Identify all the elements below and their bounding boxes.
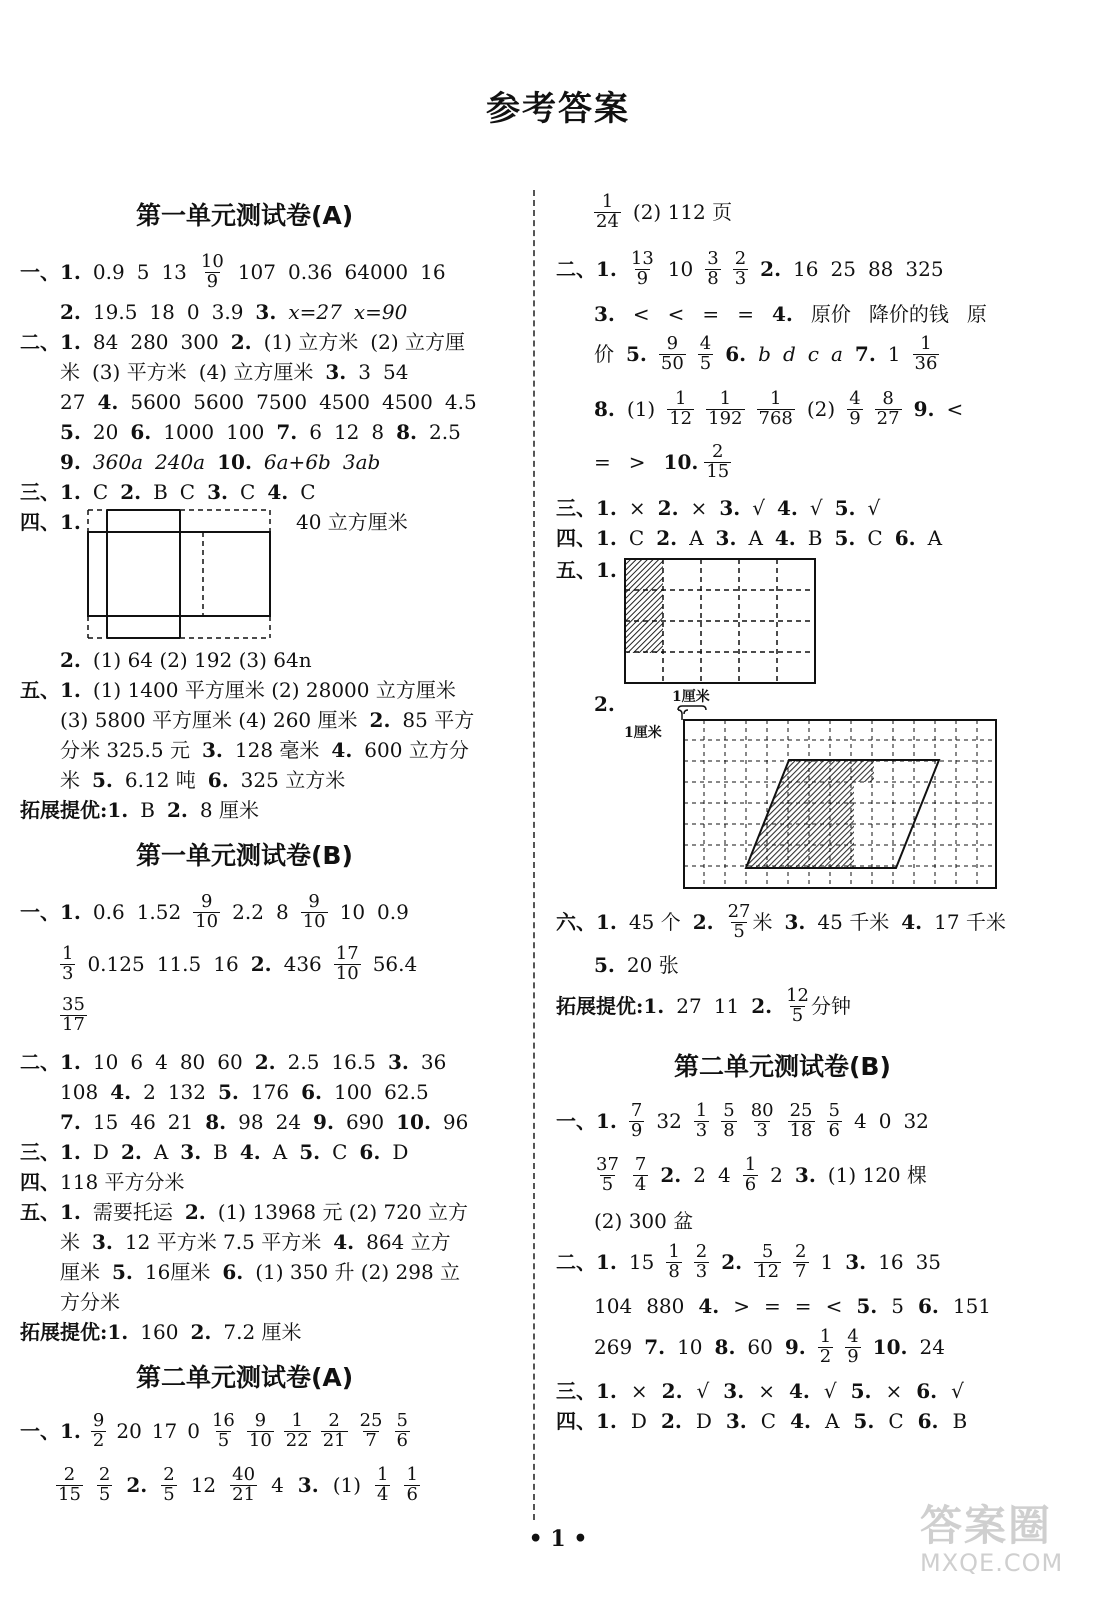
answer-line: 五、 1. (1) 1400 平方厘米 (2) 28000 立方厘米 bbox=[20, 678, 456, 702]
answer-line: 104 880 4. > = = < 5. 5 6. 151 bbox=[594, 1294, 992, 1318]
fraction: 12 5 bbox=[786, 985, 809, 1026]
fraction: 4 9 bbox=[849, 388, 861, 429]
fraction: 1 3 bbox=[695, 1100, 708, 1141]
answer-line: 拓展提优: 1. 160 2. 7.2 厘米 bbox=[20, 1320, 302, 1344]
answer-line: 27 4. 5600 5600 7500 4500 4500 4.5 bbox=[60, 390, 477, 414]
answer-line: (2) 300 盆 bbox=[594, 1209, 694, 1233]
answer-line: 米 3. 12 平方米 7.5 平方米 4. 864 立方 bbox=[60, 1230, 451, 1254]
section-title: 第一单元测试卷(A) bbox=[136, 201, 354, 230]
fraction: 4 5 bbox=[699, 333, 712, 374]
fraction: 5 6 bbox=[396, 1410, 408, 1451]
fraction: 7 4 bbox=[634, 1154, 647, 1195]
fraction: 8 27 bbox=[876, 388, 900, 429]
answer-line: 1 24 (2) 112 页 bbox=[596, 191, 733, 232]
fraction: 5 8 bbox=[723, 1100, 735, 1141]
grid-unit-label: 1厘米 bbox=[624, 725, 662, 741]
fraction: 1 4 bbox=[377, 1464, 389, 1505]
fraction: 25 18 bbox=[789, 1100, 813, 1141]
fraction: 1 6 bbox=[744, 1154, 757, 1195]
answer-line: 一、 1. 0.6 1.52 9 10 2.2 8 9 10 10 0.9 bbox=[20, 891, 409, 932]
fraction: 9 50 bbox=[660, 333, 684, 374]
fraction: 35 17 bbox=[62, 994, 85, 1035]
fraction: 17 10 bbox=[335, 943, 359, 984]
fraction: 9 2 bbox=[92, 1410, 105, 1451]
answer-line: 二、 1. 13 9 10 3 8 2 3 2. 16 25 88 325 bbox=[556, 248, 944, 289]
answer-line: 六、 1. 45 个 2. 27 5 米 3. 45 千米 4. 17 千米 bbox=[556, 901, 1006, 942]
fraction: 1 3 bbox=[62, 943, 74, 984]
answer-line: 分米 325.5 元 3. 128 毫米 4. 600 立方分 bbox=[60, 738, 469, 762]
fraction: 1 6 bbox=[406, 1464, 418, 1505]
answer-line: 拓展提优: 1. B 2. 8 厘米 bbox=[20, 798, 259, 822]
fraction: 9 10 bbox=[302, 891, 326, 932]
answer-line bbox=[60, 996, 87, 1035]
answer-line: 五、 1. bbox=[556, 558, 617, 582]
fraction: 1 24 bbox=[596, 191, 619, 232]
answer-line: 3. < < = = 4. 原价 降价的钱 原 bbox=[594, 302, 987, 326]
section-title: 第二单元测试卷(A) bbox=[136, 1363, 354, 1392]
fraction: 2 5 bbox=[163, 1464, 175, 1505]
fraction: 13 9 bbox=[630, 248, 654, 289]
answer-line: 四、 118 平方分米 bbox=[20, 1170, 185, 1194]
answer-line: 米 (3) 平方米 (4) 立方厘米 3. 3 54 bbox=[60, 360, 409, 384]
page-title: 参考答案 bbox=[486, 89, 630, 129]
fraction: 2 15 bbox=[58, 1464, 81, 1505]
answer-line: 方分米 bbox=[60, 1290, 120, 1314]
fraction: 10 9 bbox=[200, 251, 224, 292]
fraction: 9 10 bbox=[195, 891, 219, 932]
answer-line: 一、 1. 7 9 32 1 3 5 8 80 3 25 18 5 6 4 0 32 bbox=[556, 1100, 929, 1141]
fraction: 1 768 bbox=[758, 388, 793, 429]
section-title: 第二单元测试卷(B) bbox=[674, 1052, 891, 1081]
watermark-logo: 答案圈 MXQE.COM bbox=[920, 1501, 1064, 1577]
answer-line: (3) 5800 平方厘米 (4) 260 厘米 2. 85 平方 bbox=[60, 708, 475, 732]
fraction: 2 3 bbox=[734, 248, 747, 289]
answer-line: 一、 1. 0.9 5 13 10 9 107 0.36 64000 16 bbox=[20, 251, 446, 292]
column-divider bbox=[533, 190, 535, 1520]
answer-line: 四、 1. bbox=[20, 510, 81, 534]
answer-line: 5. 20 张 bbox=[594, 953, 679, 977]
fraction: 1 192 bbox=[708, 388, 743, 429]
fraction: 1 36 bbox=[914, 333, 938, 374]
answer-line: 9. 360a 240a 10. 6a+6b 3ab bbox=[60, 450, 381, 474]
fraction: 2 15 bbox=[706, 441, 730, 482]
answer-line: 二、 1. 84 280 300 2. (1) 立方米 (2) 立方厘 bbox=[20, 330, 465, 354]
shaded-grid-diagram bbox=[622, 556, 818, 686]
answer-line: 二、 1. 15 1 8 2 3 2. 5 12 2 7 1 3. 16 35 bbox=[556, 1241, 942, 1282]
answer-line: 7. 15 46 21 8. 98 24 9. 690 10. 96 bbox=[60, 1110, 469, 1134]
answer-line: 108 4. 2 132 5. 176 6. 100 62.5 bbox=[60, 1080, 429, 1104]
answer-line: 二、 1. 10 6 4 80 60 2. 2.5 16.5 3. 36 bbox=[20, 1050, 447, 1074]
page-number: • 1 • bbox=[528, 1526, 588, 1552]
answer-line: 2. bbox=[594, 692, 615, 716]
answer-line: 价 5. 9 50 4 5 6. b d c a 7. 1 1 36 bbox=[594, 333, 938, 374]
answer-line: 拓展提优: 1. 27 11 2. 12 5 分钟 bbox=[556, 985, 851, 1026]
fraction: 3 8 bbox=[707, 248, 719, 289]
answer-line: 三、 1. × 2. √ 3. × 4. √ 5. × 6. √ bbox=[556, 1379, 964, 1403]
answer-line: 四、 1. C 2. A 3. A 4. B 5. C 6. A bbox=[556, 526, 943, 550]
parallelogram-grid-diagram bbox=[674, 700, 1000, 892]
fraction: 40 21 bbox=[232, 1464, 256, 1505]
fraction: 2 21 bbox=[322, 1410, 346, 1451]
answer-line: 五、 1. 需要托运 2. (1) 13968 元 (2) 720 立方 bbox=[20, 1200, 469, 1224]
answer-line: 37 5 7 4 2. 2 4 1 6 2 3. (1) 120 棵 bbox=[596, 1154, 928, 1195]
fraction: 1 22 bbox=[285, 1410, 309, 1451]
fraction: 9 10 bbox=[248, 1410, 272, 1451]
fraction: 27 5 bbox=[727, 901, 751, 942]
fraction: 5 12 bbox=[756, 1241, 780, 1282]
cuboid-net-diagram bbox=[85, 506, 275, 642]
answer-line: 2. 19.5 18 0 3.9 3. x=27 x=90 bbox=[60, 300, 408, 324]
fraction: 80 3 bbox=[750, 1100, 774, 1141]
fraction: 2 3 bbox=[695, 1241, 708, 1282]
fraction: 1 12 bbox=[669, 388, 693, 429]
answer-line: 一、 1. 9 2 20 17 0 16 5 9 10 1 22 2 21 25 7 5 6 bbox=[20, 1410, 408, 1451]
answer-text: 40 立方厘米 bbox=[296, 510, 408, 534]
fraction: 4 9 bbox=[847, 1326, 859, 1367]
grid-unit-label: 1厘米 bbox=[672, 689, 710, 705]
answer-line: 四、 1. D 2. D 3. C 4. A 5. C 6. B bbox=[556, 1409, 968, 1433]
answer-line: 米 5. 6.12 吨 6. 325 立方米 bbox=[60, 768, 346, 792]
fraction: 2 7 bbox=[795, 1241, 807, 1282]
answer-line: 2 15 2 5 2. 2 5 12 40 21 4 3. (1) 1 4 1 6 bbox=[58, 1464, 418, 1505]
fraction: 1 8 bbox=[668, 1241, 680, 1282]
answer-line: 269 7. 10 8. 60 9. 1 2 4 9 10. 24 bbox=[594, 1326, 945, 1367]
answer-line: 8. (1) 1 12 1 192 1 768 (2) 4 9 8 27 9. < bbox=[594, 388, 964, 429]
answer-line: = > 10. 2 15 bbox=[594, 441, 730, 482]
answer-line: 三、 1. × 2. × 3. √ 4. √ 5. √ bbox=[556, 496, 881, 520]
answer-line: 三、 1. C 2. B C 3. C 4. C bbox=[20, 480, 316, 504]
answer-line: 三、 1. D 2. A 3. B 4. A 5. C 6. D bbox=[20, 1140, 409, 1164]
section-title: 第一单元测试卷(B) bbox=[136, 841, 353, 870]
answer-line: 2. (1) 64 (2) 192 (3) 64n bbox=[60, 648, 312, 672]
answer-line: 5. 20 6. 1000 100 7. 6 12 8 8. 2.5 bbox=[60, 420, 461, 444]
fraction: 37 5 bbox=[596, 1154, 619, 1195]
fraction: 5 6 bbox=[828, 1100, 840, 1141]
answer-line: 厘米 5. 16厘米 6. (1) 350 升 (2) 298 立 bbox=[60, 1260, 461, 1284]
fraction: 25 7 bbox=[359, 1410, 383, 1451]
fraction: 16 5 bbox=[211, 1410, 235, 1451]
fraction: 2 5 bbox=[98, 1464, 111, 1505]
answer-line: 1 3 0.125 11.5 16 2. 436 17 10 56.4 bbox=[62, 943, 418, 984]
fraction: 7 9 bbox=[630, 1100, 643, 1141]
fraction: 1 2 bbox=[819, 1326, 832, 1367]
